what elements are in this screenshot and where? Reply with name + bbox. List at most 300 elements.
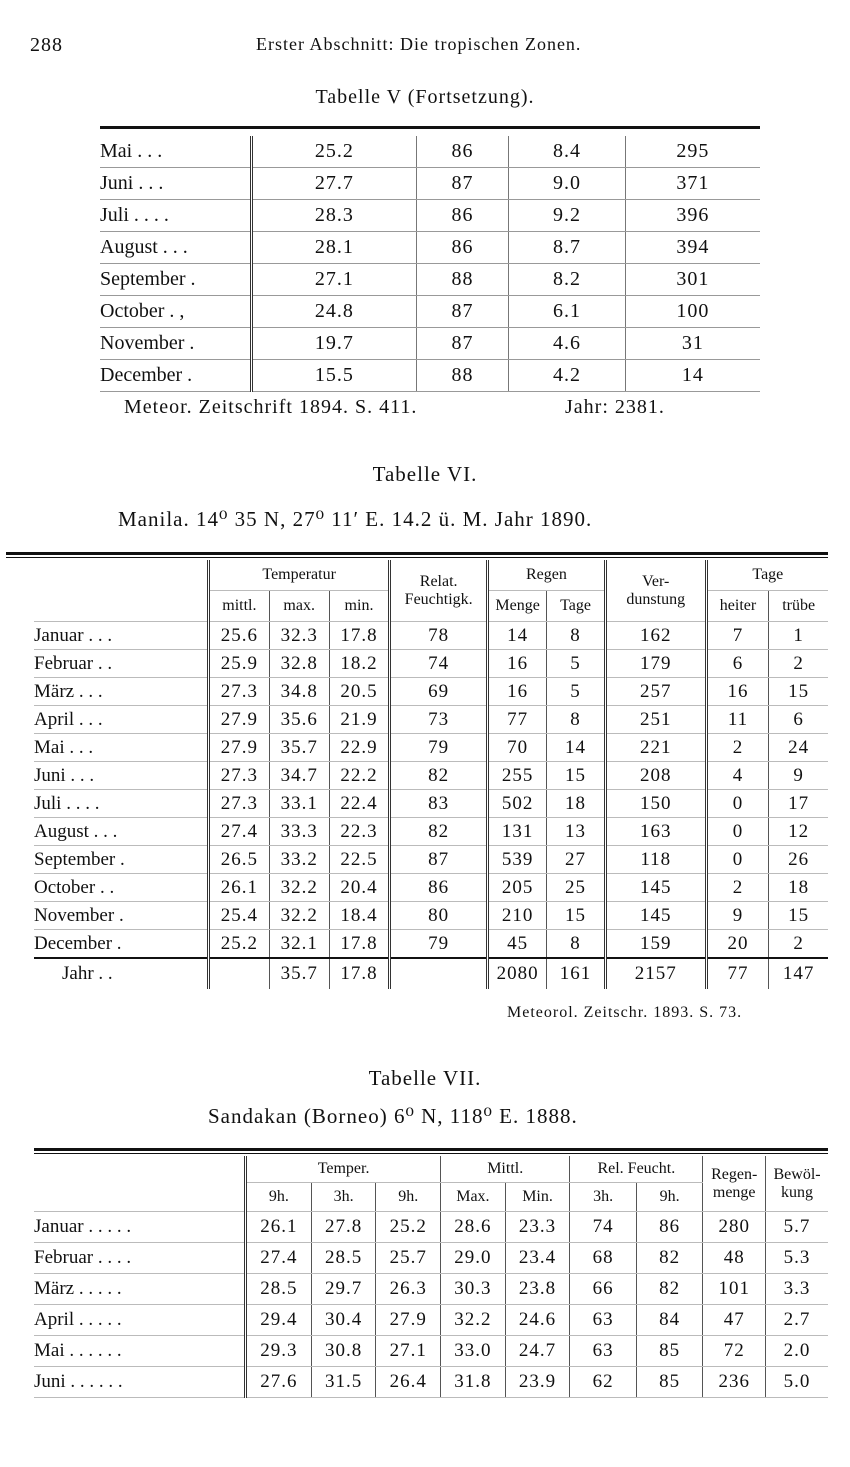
table-cell: 295 (625, 136, 760, 168)
table-6-header-max: max. (269, 591, 329, 622)
table-cell: 31.8 (441, 1367, 506, 1398)
row-label: Januar . . . (34, 622, 208, 650)
table-cell: 25.6 (208, 622, 269, 650)
table-7-header-temper: Temper. (246, 1156, 441, 1183)
table-cell: 85 (636, 1336, 702, 1367)
table-cell: 11 (706, 706, 769, 734)
row-label: November . (34, 902, 208, 930)
table-6-header-mittl: mittl. (208, 591, 269, 622)
table-6-header-heiter: heiter (706, 591, 769, 622)
table-cell: 82 (390, 762, 488, 790)
table-cell: 26.1 (246, 1212, 312, 1243)
table-cell: 8 (547, 622, 606, 650)
table-cell: 45 (487, 930, 546, 959)
table-cell: 66 (570, 1274, 636, 1305)
table-cell: 82 (390, 818, 488, 846)
table-cell: 2 (769, 650, 828, 678)
row-label: November . (100, 328, 252, 360)
table-cell: 131 (487, 818, 546, 846)
table-6-header-tage2: Tage (706, 560, 828, 591)
table-cell: 87 (416, 168, 508, 200)
table-cell: 210 (487, 902, 546, 930)
table-cell (390, 958, 488, 989)
table-cell (208, 958, 269, 989)
table-row (34, 1305, 828, 1336)
table-6-rule-thin (6, 557, 828, 558)
table-7-subtitle: Sandakan (Borneo) 6⁰ N, 118⁰ E. 1888. (208, 1104, 578, 1128)
table-cell: 20.4 (329, 874, 390, 902)
table-cell: 25.7 (376, 1243, 441, 1274)
table-cell: 35.6 (269, 706, 329, 734)
table-cell: 23.4 (505, 1243, 570, 1274)
table-cell: 23.9 (505, 1367, 570, 1398)
row-label: Juni . . . (100, 168, 252, 200)
table-cell: 30.3 (441, 1274, 506, 1305)
table-cell: 4.2 (509, 360, 626, 392)
table-7-header-f3: 3h. (570, 1183, 636, 1212)
table-cell: 26.5 (208, 846, 269, 874)
table-cell: 17.8 (329, 622, 390, 650)
table-cell: 17.8 (329, 930, 390, 959)
table-cell: 24 (769, 734, 828, 762)
table-cell: 25.9 (208, 650, 269, 678)
table-cell: 31 (625, 328, 760, 360)
table-cell: 22.3 (329, 818, 390, 846)
row-label: September . (100, 264, 252, 296)
table-cell: 85 (636, 1367, 702, 1398)
table-row (100, 360, 760, 392)
table-cell: 145 (605, 874, 706, 902)
table-cell: 4.6 (509, 328, 626, 360)
table-cell: 2157 (605, 958, 706, 989)
table-row (34, 762, 828, 790)
row-label: Januar . . . . . (34, 1212, 246, 1243)
table-7-header-bew-line2: kung (781, 1183, 814, 1201)
row-label: August . . . (34, 818, 208, 846)
table-cell: 27.3 (208, 678, 269, 706)
table-cell: 88 (416, 264, 508, 296)
table-cell: 33.1 (269, 790, 329, 818)
table-cell: 2080 (487, 958, 546, 989)
table-5-source: Meteor. Zeitschrift 1894. S. 411. (124, 396, 418, 418)
table-cell: 30.8 (311, 1336, 376, 1367)
table-6-subtitle: Manila. 14⁰ 35 N, 27⁰ 11′ E. 14.2 ü. M. Jahr 1890. (118, 507, 593, 531)
table-7-rule-thin (34, 1153, 828, 1154)
table-row (34, 790, 828, 818)
table-cell: 18.2 (329, 650, 390, 678)
table-7-header-regen-line1: Regen- (711, 1165, 758, 1183)
table-cell: 29.4 (246, 1305, 312, 1336)
table-row (34, 1336, 828, 1367)
table-cell: 28.1 (252, 232, 417, 264)
table-cell: 25 (547, 874, 606, 902)
table-cell: 9 (706, 902, 769, 930)
table-row (34, 818, 828, 846)
table-cell: 208 (605, 762, 706, 790)
table-row (100, 328, 760, 360)
table-6-title: Tabelle VI. (372, 462, 478, 486)
table-cell: 5.0 (766, 1367, 828, 1398)
row-label: September . (34, 846, 208, 874)
table-cell: 20.5 (329, 678, 390, 706)
table-cell: 35.7 (269, 734, 329, 762)
table-cell: 6 (706, 650, 769, 678)
table-row (100, 136, 760, 168)
table-cell: 19.7 (252, 328, 417, 360)
table-6-header-relat (390, 560, 488, 622)
table-6-header-truebe: trübe (769, 591, 828, 622)
table-6-header-tage: Tage (547, 591, 606, 622)
table-cell: 396 (625, 200, 760, 232)
table-cell: 87 (416, 296, 508, 328)
table-cell: 0 (706, 818, 769, 846)
table-cell: 2 (706, 734, 769, 762)
table-cell: 84 (636, 1305, 702, 1336)
table-cell: 2.7 (766, 1305, 828, 1336)
table-cell: 539 (487, 846, 546, 874)
table-7 (34, 1156, 828, 1398)
total-label: Jahr . . (34, 958, 208, 989)
table-6 (34, 560, 828, 989)
table-cell: 34.7 (269, 762, 329, 790)
table-cell: 32.2 (269, 874, 329, 902)
table-cell: 77 (487, 706, 546, 734)
row-label: April . . . (34, 706, 208, 734)
table-cell: 32.8 (269, 650, 329, 678)
table-total-row (34, 958, 828, 989)
table-cell: 15 (547, 762, 606, 790)
table-cell: 205 (487, 874, 546, 902)
table-7-header-9a: 9h. (246, 1183, 312, 1212)
table-6-header-menge: Menge (487, 591, 546, 622)
row-label: Mai . . . . . . (34, 1336, 246, 1367)
table-cell: 17 (769, 790, 828, 818)
running-head: Erster Abschnitt: Die tropischen Zonen. (256, 34, 582, 54)
table-row (34, 930, 828, 959)
row-label: April . . . . . (34, 1305, 246, 1336)
table-cell: 48 (703, 1243, 766, 1274)
table-cell: 28.3 (252, 200, 417, 232)
table-cell: 145 (605, 902, 706, 930)
table-cell: 9 (769, 762, 828, 790)
table-7-header-min: Min. (505, 1183, 570, 1212)
table-5-rule (100, 126, 760, 129)
table-cell: 78 (390, 622, 488, 650)
table-row (34, 678, 828, 706)
table-cell: 159 (605, 930, 706, 959)
table-cell: 251 (605, 706, 706, 734)
table-cell: 27.9 (208, 706, 269, 734)
table-cell: 8.4 (509, 136, 626, 168)
table-cell: 150 (605, 790, 706, 818)
table-row (34, 1212, 828, 1243)
table-cell: 14 (547, 734, 606, 762)
table-cell: 1 (769, 622, 828, 650)
table-cell: 22.9 (329, 734, 390, 762)
table-cell: 86 (636, 1212, 702, 1243)
table-cell: 18 (769, 874, 828, 902)
table-cell: 33.2 (269, 846, 329, 874)
table-cell: 22.5 (329, 846, 390, 874)
table-cell: 79 (390, 930, 488, 959)
table-cell: 23.8 (505, 1274, 570, 1305)
table-6-header-verdunstung-line1: Ver- (642, 572, 670, 590)
table-cell: 27.9 (208, 734, 269, 762)
table-cell: 0 (706, 790, 769, 818)
table-row (34, 1367, 828, 1398)
table-cell: 14 (487, 622, 546, 650)
row-label: August . . . (100, 232, 252, 264)
table-cell: 27.9 (376, 1305, 441, 1336)
table-7-header-9b: 9h. (376, 1183, 441, 1212)
table-7-header-blank (34, 1156, 246, 1212)
table-cell: 28.5 (311, 1243, 376, 1274)
table-cell: 100 (625, 296, 760, 328)
table-cell: 27.3 (208, 790, 269, 818)
table-7-rule (34, 1148, 828, 1151)
table-cell: 21.9 (329, 706, 390, 734)
table-cell: 72 (703, 1336, 766, 1367)
table-cell: 118 (605, 846, 706, 874)
table-cell: 371 (625, 168, 760, 200)
table-5 (100, 136, 760, 392)
table-cell: 29.3 (246, 1336, 312, 1367)
table-cell: 24.6 (505, 1305, 570, 1336)
table-cell: 26.1 (208, 874, 269, 902)
table-cell: 87 (390, 846, 488, 874)
table-row (100, 232, 760, 264)
table-cell: 8.7 (509, 232, 626, 264)
row-label: Juli . . . . (100, 200, 252, 232)
row-label: März . . . . . (34, 1274, 246, 1305)
row-label: Juni . . . (34, 762, 208, 790)
table-7-header-regen-line2: menge (712, 1183, 756, 1201)
table-cell: 79 (390, 734, 488, 762)
table-cell: 15.5 (252, 360, 417, 392)
table-cell: 22.2 (329, 762, 390, 790)
table-cell: 27.1 (252, 264, 417, 296)
table-cell: 13 (547, 818, 606, 846)
row-label: Februar . . . . (34, 1243, 246, 1274)
table-6-header-relat-line1: Relat. (419, 572, 458, 590)
table-5-year-total: Jahr: 2381. (565, 396, 665, 418)
table-cell: 7 (706, 622, 769, 650)
table-7-header-regenmenge (703, 1156, 766, 1212)
table-cell: 86 (390, 874, 488, 902)
table-cell: 162 (605, 622, 706, 650)
table-cell: 32.3 (269, 622, 329, 650)
table-cell: 14 (625, 360, 760, 392)
table-cell: 27.7 (252, 168, 417, 200)
table-cell: 70 (487, 734, 546, 762)
table-cell: 86 (416, 200, 508, 232)
table-cell: 27.1 (376, 1336, 441, 1367)
table-cell: 86 (416, 136, 508, 168)
table-cell: 29.7 (311, 1274, 376, 1305)
table-cell: 20 (706, 930, 769, 959)
table-7-header-mittl: Mittl. (441, 1156, 570, 1183)
table-cell: 179 (605, 650, 706, 678)
table-cell: 8 (547, 930, 606, 959)
table-cell: 82 (636, 1243, 702, 1274)
table-cell: 63 (570, 1336, 636, 1367)
table-6-header-temperatur: Temperatur (208, 560, 389, 591)
table-cell: 12 (769, 818, 828, 846)
table-cell: 502 (487, 790, 546, 818)
table-cell: 25.2 (252, 136, 417, 168)
table-cell: 73 (390, 706, 488, 734)
table-cell: 163 (605, 818, 706, 846)
row-label: October . . (34, 874, 208, 902)
table-cell: 63 (570, 1305, 636, 1336)
table-row (34, 706, 828, 734)
table-cell: 26.3 (376, 1274, 441, 1305)
table-7-header-bewoelkung (766, 1156, 828, 1212)
table-6-header-blank (34, 560, 208, 622)
table-cell: 28.5 (246, 1274, 312, 1305)
table-7-header-3: 3h. (311, 1183, 376, 1212)
table-cell: 280 (703, 1212, 766, 1243)
table-6-header-verdunstung-line2: dunstung (626, 590, 686, 608)
table-row (100, 200, 760, 232)
table-7-header-bew-line1: Bewöl- (773, 1165, 821, 1183)
table-cell: 16 (487, 650, 546, 678)
table-cell: 62 (570, 1367, 636, 1398)
table-cell: 8.2 (509, 264, 626, 296)
table-cell: 394 (625, 232, 760, 264)
table-6-header-min: min. (329, 591, 390, 622)
table-cell: 82 (636, 1274, 702, 1305)
table-cell: 35.7 (269, 958, 329, 989)
table-6-header-relat-line2: Feuchtigk. (404, 590, 473, 608)
table-cell: 301 (625, 264, 760, 296)
table-cell: 15 (769, 678, 828, 706)
table-row (34, 902, 828, 930)
table-row (34, 650, 828, 678)
table-5-title: Tabelle V (Fortsetzung). (315, 86, 535, 108)
table-cell: 77 (706, 958, 769, 989)
row-label: October . , (100, 296, 252, 328)
row-label: Juli . . . . (34, 790, 208, 818)
table-row (100, 296, 760, 328)
table-cell: 32.1 (269, 930, 329, 959)
table-row (100, 168, 760, 200)
table-cell: 74 (570, 1212, 636, 1243)
table-cell: 236 (703, 1367, 766, 1398)
table-cell: 32.2 (269, 902, 329, 930)
table-cell: 86 (416, 232, 508, 264)
table-cell: 15 (547, 902, 606, 930)
table-cell: 9.2 (509, 200, 626, 232)
table-cell: 22.4 (329, 790, 390, 818)
table-cell: 25.4 (208, 902, 269, 930)
table-cell: 27 (547, 846, 606, 874)
row-label: Mai . . . (34, 734, 208, 762)
table-row (34, 734, 828, 762)
table-cell: 80 (390, 902, 488, 930)
table-cell: 69 (390, 678, 488, 706)
table-cell: 33.0 (441, 1336, 506, 1367)
table-cell: 101 (703, 1274, 766, 1305)
table-cell: 27.8 (311, 1212, 376, 1243)
table-cell: 6 (769, 706, 828, 734)
row-label: Mai . . . (100, 136, 252, 168)
table-cell: 6.1 (509, 296, 626, 328)
table-cell: 26.4 (376, 1367, 441, 1398)
table-cell: 32.2 (441, 1305, 506, 1336)
table-cell: 5.3 (766, 1243, 828, 1274)
row-label: December . (100, 360, 252, 392)
table-cell: 29.0 (441, 1243, 506, 1274)
row-label: März . . . (34, 678, 208, 706)
table-7-title: Tabelle VII. (368, 1066, 482, 1090)
table-cell: 4 (706, 762, 769, 790)
page-number: 288 (30, 34, 63, 56)
table-cell: 17.8 (329, 958, 390, 989)
table-cell: 2 (706, 874, 769, 902)
table-cell: 257 (605, 678, 706, 706)
table-7-header-max: Max. (441, 1183, 506, 1212)
table-cell: 24.7 (505, 1336, 570, 1367)
table-cell: 5.7 (766, 1212, 828, 1243)
row-label: Februar . . (34, 650, 208, 678)
table-cell: 16 (487, 678, 546, 706)
table-cell: 147 (769, 958, 828, 989)
row-label: Juni . . . . . . (34, 1367, 246, 1398)
table-row (100, 264, 760, 296)
table-cell: 31.5 (311, 1367, 376, 1398)
row-label: December . (34, 930, 208, 959)
table-cell: 83 (390, 790, 488, 818)
table-cell: 255 (487, 762, 546, 790)
table-cell: 18.4 (329, 902, 390, 930)
table-cell: 15 (769, 902, 828, 930)
table-cell: 25.2 (208, 930, 269, 959)
table-cell: 25.2 (376, 1212, 441, 1243)
table-cell: 16 (706, 678, 769, 706)
table-cell: 26 (769, 846, 828, 874)
table-cell: 23.3 (505, 1212, 570, 1243)
table-cell: 27.6 (246, 1367, 312, 1398)
table-cell: 161 (547, 958, 606, 989)
table-cell: 68 (570, 1243, 636, 1274)
table-cell: 30.4 (311, 1305, 376, 1336)
table-7-header-rel-feucht: Rel. Feucht. (570, 1156, 703, 1183)
table-6-source: Meteorol. Zeitschr. 1893. S. 73. (507, 1004, 743, 1021)
table-cell: 8 (547, 706, 606, 734)
table-cell: 28.6 (441, 1212, 506, 1243)
table-cell: 2 (769, 930, 828, 959)
table-cell: 27.4 (208, 818, 269, 846)
table-row (34, 1243, 828, 1274)
table-cell: 27.4 (246, 1243, 312, 1274)
table-cell: 47 (703, 1305, 766, 1336)
table-cell: 87 (416, 328, 508, 360)
table-6-header-verdunstung (605, 560, 706, 622)
table-cell: 74 (390, 650, 488, 678)
table-cell: 221 (605, 734, 706, 762)
table-6-header-regen: Regen (487, 560, 605, 591)
table-7-header-f9: 9h. (636, 1183, 702, 1212)
table-cell: 5 (547, 678, 606, 706)
table-cell: 9.0 (509, 168, 626, 200)
table-cell: 34.8 (269, 678, 329, 706)
table-row (34, 874, 828, 902)
table-cell: 0 (706, 846, 769, 874)
table-cell: 24.8 (252, 296, 417, 328)
table-cell: 18 (547, 790, 606, 818)
table-cell: 2.0 (766, 1336, 828, 1367)
